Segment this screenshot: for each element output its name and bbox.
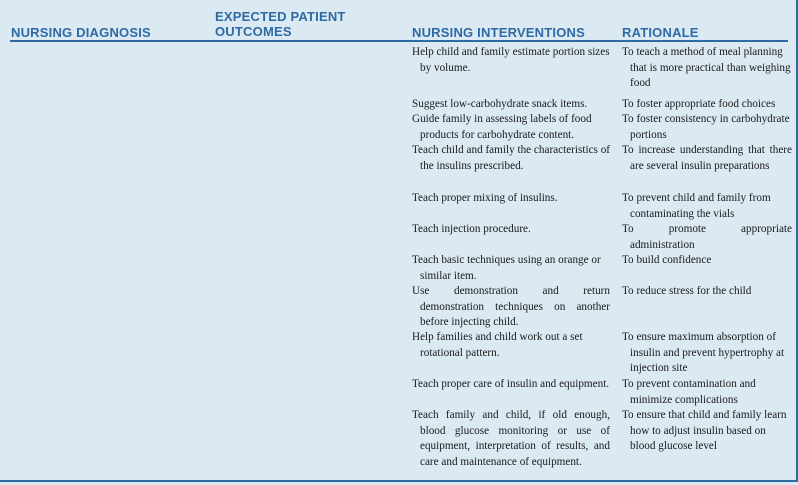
- care-plan-rows: [412, 45, 792, 485]
- header-rule: [10, 40, 788, 42]
- rationale-cell: To promote appropriate administration: [622, 223, 792, 251]
- rationale-cell: To ensure maximum absorption of insulin and prevent hypertrophy at injection site: [622, 331, 785, 374]
- header-nursing-interventions: NURSING INTERVENTIONS: [412, 25, 585, 40]
- intervention-cell: Use demonstration and return demonstration techniques on another before injecting child.: [412, 285, 610, 328]
- rationale-cell: To ensure that child and family learn how to adjust insulin based on blood glucose level: [622, 409, 787, 452]
- rationale-cell: To teach a method of meal planning that is more practical than weighing food: [622, 46, 791, 89]
- table-row: [412, 112, 792, 143]
- intervention-cell: Teach family and child, if old enough, blood glucose monitoring or use of equipment, interpretation of results, and care and maintenance of equipment.: [412, 409, 610, 468]
- intervention-cell: Teach injection procedure.: [412, 223, 531, 235]
- intervention-cell: Teach basic techniques using an orange or similar item.: [412, 254, 601, 282]
- intervention-cell: Suggest low-carbohydrate snack items.: [412, 98, 588, 110]
- intervention-cell: Teach proper mixing of insulins.: [412, 192, 558, 204]
- intervention-cell: Help families and child work out a set rotational pattern.: [412, 331, 583, 359]
- table-row: [412, 143, 792, 191]
- header-expected-outcomes-line1: EXPECTED PATIENT: [215, 9, 346, 24]
- table-row: [412, 377, 792, 408]
- intervention-cell: Guide family in assessing labels of food products for carbohydrate content.: [412, 113, 592, 141]
- rationale-cell: To reduce stress for the child: [622, 285, 752, 297]
- rationale-cell: To foster consistency in carbohydrate portions: [622, 113, 790, 141]
- rationale-cell: To increase understanding that there are several insulin preparations: [622, 144, 792, 172]
- header-rationale: RATIONALE: [622, 25, 699, 40]
- rationale-cell: To foster appropriate food choices: [622, 98, 776, 110]
- intervention-cell: Teach proper care of insulin and equipment.: [412, 378, 610, 390]
- rationale-cell: To prevent contamination and minimize complications: [622, 378, 756, 406]
- table-row: [412, 284, 792, 330]
- rationale-cell: To prevent child and family from contaminating the vials: [622, 192, 771, 220]
- header-nursing-diagnosis: NURSING DIAGNOSIS: [11, 25, 151, 40]
- table-row: [412, 330, 792, 377]
- table-row: [412, 45, 792, 97]
- table-row: [412, 97, 792, 112]
- header-expected-outcomes-line2: OUTCOMES: [215, 24, 292, 39]
- header-expected-outcomes: [215, 9, 346, 39]
- intervention-cell: Teach child and family the characteristics of the insulins prescribed.: [412, 144, 611, 172]
- table-row: [412, 191, 792, 222]
- table-row: [412, 408, 792, 485]
- intervention-cell: Help child and family estimate portion sizes by volume.: [412, 46, 610, 74]
- rationale-cell: To build confidence: [622, 254, 712, 266]
- table-row: [412, 253, 792, 284]
- table-row: [412, 222, 792, 253]
